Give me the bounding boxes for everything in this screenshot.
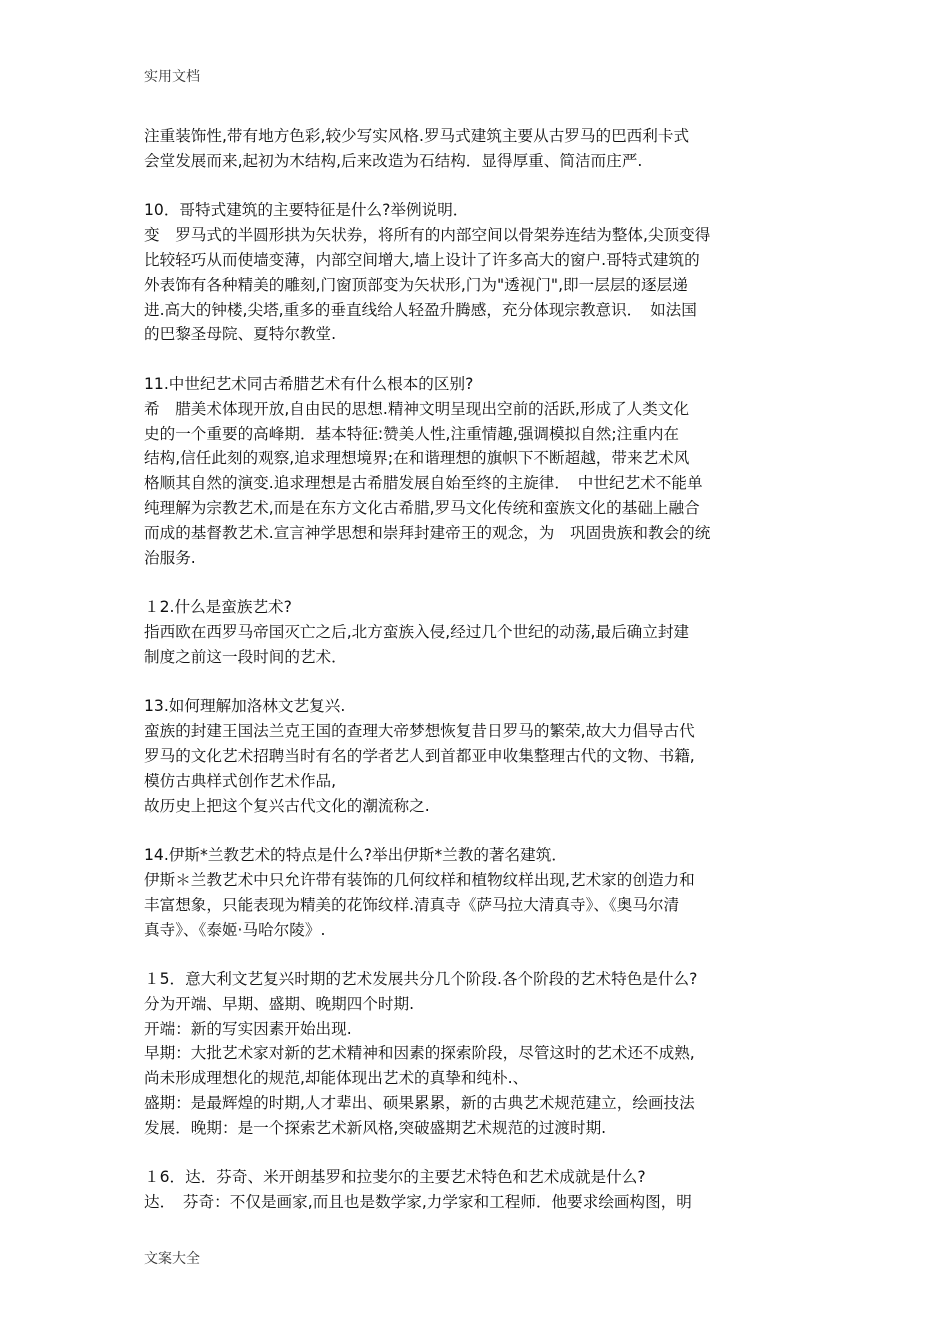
text-line: 伊斯＊兰教艺术中只允许带有装饰的几何纹样和植物纹样出现,艺术家的创造力和: [144, 870, 695, 889]
paragraph-gap: [144, 818, 808, 843]
page-header: 实用文档: [144, 69, 200, 85]
text-line: 13.如何理解加洛林文艺复兴.: [144, 697, 346, 716]
text-line: 变 罗马式的半圆形拱为矢状券，将所有的内部空间以骨架券连结为整体,尖顶变得: [144, 226, 711, 245]
text-line: 分为开端、早期、盛期、晚期四个时期.: [144, 994, 415, 1013]
text-line: 模仿古典样式创作艺术作品,: [144, 771, 337, 790]
text-line: １2.什么是蛮族艺术?: [144, 598, 292, 617]
text-line: 治服务.: [144, 548, 196, 567]
text-line: 进.高大的钟楼,尖塔,重多的垂直线给人轻盈升腾感，充分体现宗教意识． 如法国: [144, 300, 697, 319]
text-line: 外表饰有各种精美的雕刻,门窗顶部变为矢状形,门为"透视门",即一层层的逐层递: [144, 275, 688, 294]
text-line: 开端：新的写实因素开始出现.: [144, 1019, 352, 1038]
text-line: 盛期：是最辉煌的时期,人才辈出、硕果累累，新的古典艺术规范建立，绘画技法: [144, 1094, 695, 1113]
text-line: 故历史上把这个复兴古代文化的潮流称之.: [144, 796, 430, 815]
text-line: 制度之前这一段时间的艺术．: [144, 647, 347, 666]
text-line: 结构,信任此刻的观察,追求理想境界;在和谐理想的旗帜下不断超越，带来艺术风: [144, 449, 690, 468]
paragraph-gap: [144, 1141, 808, 1166]
text-line: 14.伊斯*兰教艺术的特点是什么?举出伊斯*兰教的著名建筑．: [144, 846, 567, 865]
text-line: 会堂发展而来,起初为木结构,后来改造为石结构．显得厚重、简洁而庄严.: [144, 151, 643, 170]
text-line: 蛮族的封建王国法兰克王国的查理大帝梦想恢复昔日罗马的繁荣,故大力倡导古代: [144, 722, 695, 741]
text-line: 希 腊美术体现开放,自由民的思想.精神文明呈现出空前的活跃,形成了人类文化: [144, 399, 690, 418]
text-line: 发展．晚期：是一个探索艺术新风格,突破盛期艺术规范的过渡时期.: [144, 1118, 607, 1137]
text-line: 比较轻巧从而使墙变薄，内部空间增大,墙上设计了许多高大的窗户.哥特式建筑的: [144, 250, 700, 269]
text-line: 罗马的文化艺术招聘当时有名的学者艺人到首都亚申收集整理古代的文物、书籍,: [144, 746, 695, 765]
text-line: 达． 芬奇：不仅是画家,而且也是数学家,力学家和工程师．他要求绘画构图，明: [144, 1193, 692, 1212]
text-line: 11.中世纪艺术同古希腊艺术有什么根本的区别?: [144, 374, 474, 393]
paragraph-gap: [144, 174, 808, 199]
text-line: 10．哥特式建筑的主要特征是什么?举例说明．: [144, 201, 469, 220]
text-line: 早期：大批艺术家对新的艺术精神和因素的探索阶段，尽管这时的艺术还不成熟,: [144, 1044, 695, 1063]
text-line: 真寺》、《泰姬·马哈尔陵》.: [144, 920, 326, 939]
text-line: 指西欧在西罗马帝国灭亡之后,北方蛮族入侵,经过几个世纪的动荡,最后确立封建: [144, 622, 690, 641]
text-line: 格顺其自然的演变.追求理想是古希腊发展自始至终的主旋律． 中世纪艺术不能单: [144, 474, 703, 493]
paragraph-gap: [144, 570, 808, 595]
text-line: １6．达．芬奇、米开朗基罗和拉斐尔的主要艺术特色和艺术成就是什么?: [144, 1168, 646, 1187]
text-line: 纯理解为宗教艺术,而是在东方文化古希腊,罗马文化传统和蛮族文化的基础上融合: [144, 498, 700, 517]
paragraph-gap: [144, 670, 808, 695]
text-line: 尚未形成理想化的规范,却能体现出艺术的真挚和纯朴.、: [144, 1069, 529, 1088]
text-line: 而成的基督教艺术.宣言神学思想和崇拜封建帝王的观念，为 巩固贵族和教会的统: [144, 523, 711, 542]
text-line: 丰富想象，只能表现为精美的花饰纹样.清真寺《萨马拉大清真寺》、《奥马尔清: [144, 895, 680, 914]
text-line: 注重装饰性,带有地方色彩,较少写实风格.罗马式建筑主要从古罗马的巴西利卡式: [144, 127, 690, 145]
text-line: 的巴黎圣母院、夏特尔教堂.: [144, 325, 337, 344]
text-line: １5．意大利文艺复兴时期的艺术发展共分几个阶段.各个阶段的艺术特色是什么?: [144, 970, 698, 989]
document-body: [144, 124, 808, 1215]
paragraph-gap: [144, 347, 808, 372]
page-footer: 文案大全: [144, 1251, 200, 1267]
paragraph-gap: [144, 942, 808, 967]
text-line: 史的一个重要的高峰期．基本特征:赞美人性,注重情趣,强调模拟自然;注重内在: [144, 424, 680, 443]
